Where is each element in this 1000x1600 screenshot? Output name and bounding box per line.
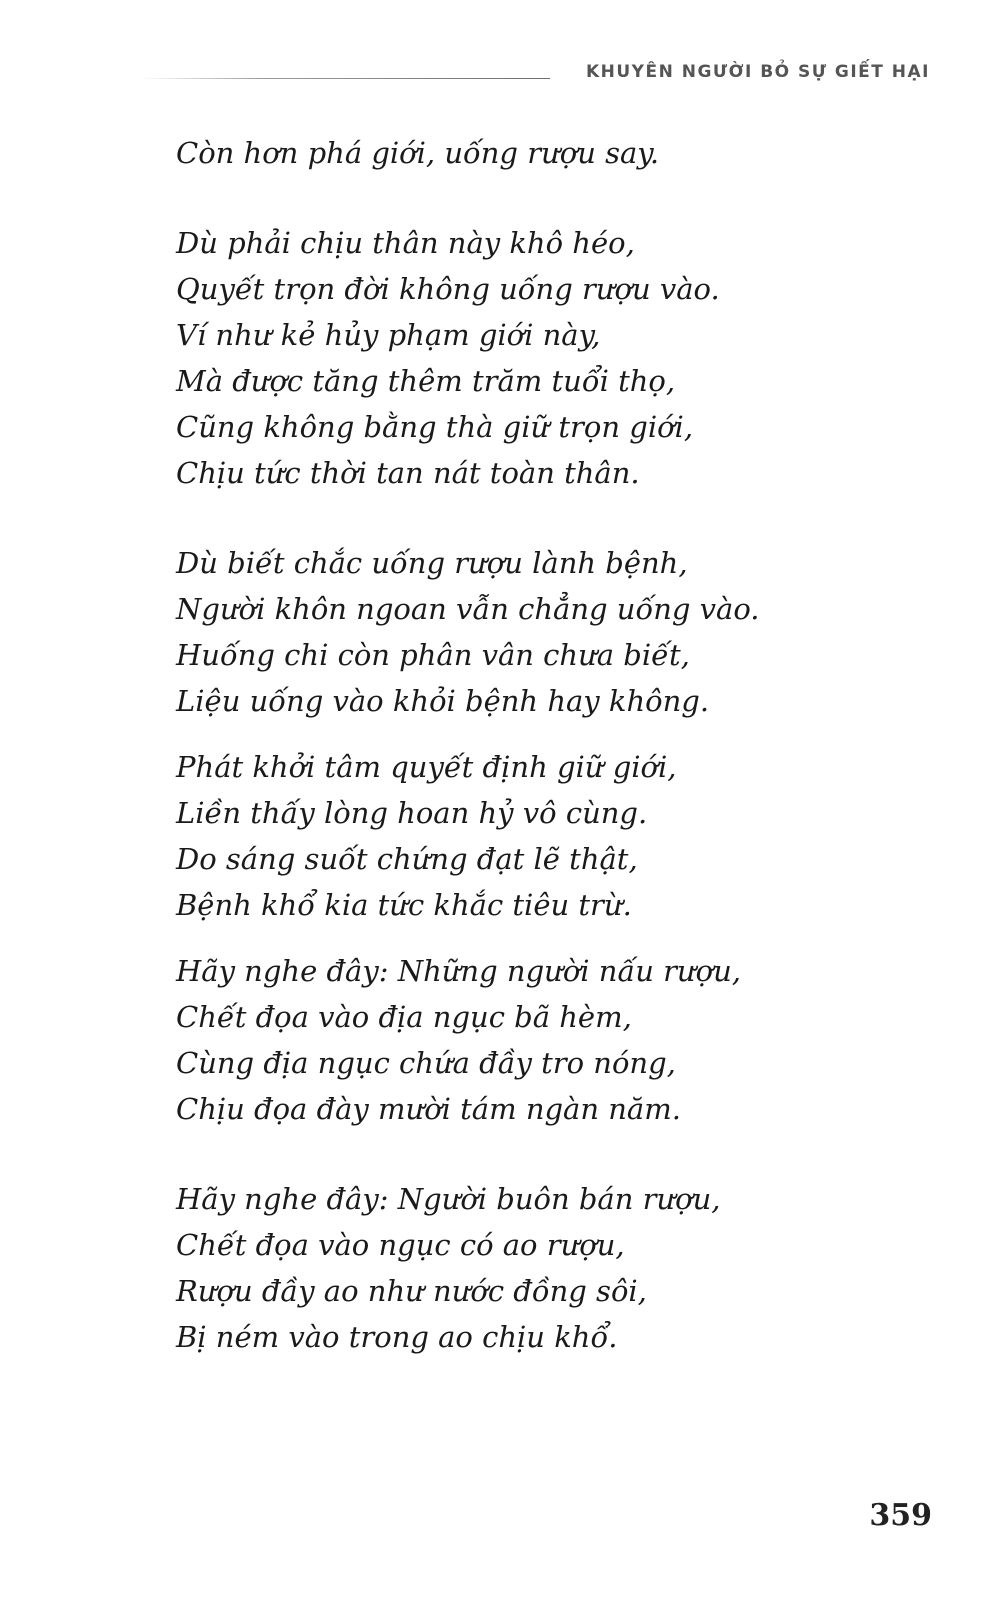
stanza (176, 948, 876, 1132)
stanza (176, 220, 876, 496)
verse-line: Bệnh khổ kia tức khắc tiêu trừ. (176, 888, 632, 922)
verse-line: Huống chi còn phân vân chưa biết, (176, 638, 690, 672)
page-number: 359 (869, 1498, 932, 1533)
running-head: KHUYÊN NGƯỜI BỎ SỰ GIẾT HẠI (585, 62, 930, 82)
stanza (176, 744, 876, 928)
stanza (176, 130, 876, 176)
verse-line: Chịu tức thời tan nát toàn thân. (176, 456, 640, 490)
header-rule (140, 78, 550, 79)
verse-line: Do sáng suốt chứng đạt lẽ thật, (176, 842, 638, 876)
verse-line: Cũng không bằng thà giữ trọn giới, (176, 410, 694, 444)
verse-line: Mà được tăng thêm trăm tuổi thọ, (176, 364, 676, 398)
verse-line: Phát khởi tâm quyết định giữ giới, (176, 750, 677, 784)
verse-line: Ví như kẻ hủy phạm giới này, (176, 318, 601, 352)
verse-line: Dù biết chắc uống rượu lành bệnh, (176, 546, 688, 580)
verse-line: Người khôn ngoan vẫn chẳng uống vào. (176, 592, 760, 626)
verse-line: Chết đọa vào địa ngục bã hèm, (176, 1000, 632, 1034)
verse-line: Hãy nghe đây: Người buôn bán rượu, (176, 1182, 721, 1216)
verse-line: Dù phải chịu thân này khô héo, (176, 226, 635, 260)
stanza (176, 540, 876, 724)
verse-line: Chịu đọa đày mười tám ngàn năm. (176, 1092, 681, 1126)
stanza (176, 1176, 876, 1360)
verse-line: Liền thấy lòng hoan hỷ vô cùng. (176, 796, 648, 830)
verse-line: Cùng địa ngục chứa đầy tro nóng, (176, 1046, 676, 1080)
verse-line: Hãy nghe đây: Những người nấu rượu, (176, 954, 742, 988)
verse-line: Quyết trọn đời không uống rượu vào. (176, 272, 720, 306)
verse-line: Bị ném vào trong ao chịu khổ. (176, 1320, 618, 1354)
verse-line: Còn hơn phá giới, uống rượu say. (176, 136, 660, 170)
verse-line: Rượu đầy ao như nước đồng sôi, (176, 1274, 647, 1308)
verse-line: Chết đọa vào ngục có ao rượu, (176, 1228, 625, 1262)
verse-line: Liệu uống vào khỏi bệnh hay không. (176, 684, 710, 718)
poem (176, 130, 876, 1360)
